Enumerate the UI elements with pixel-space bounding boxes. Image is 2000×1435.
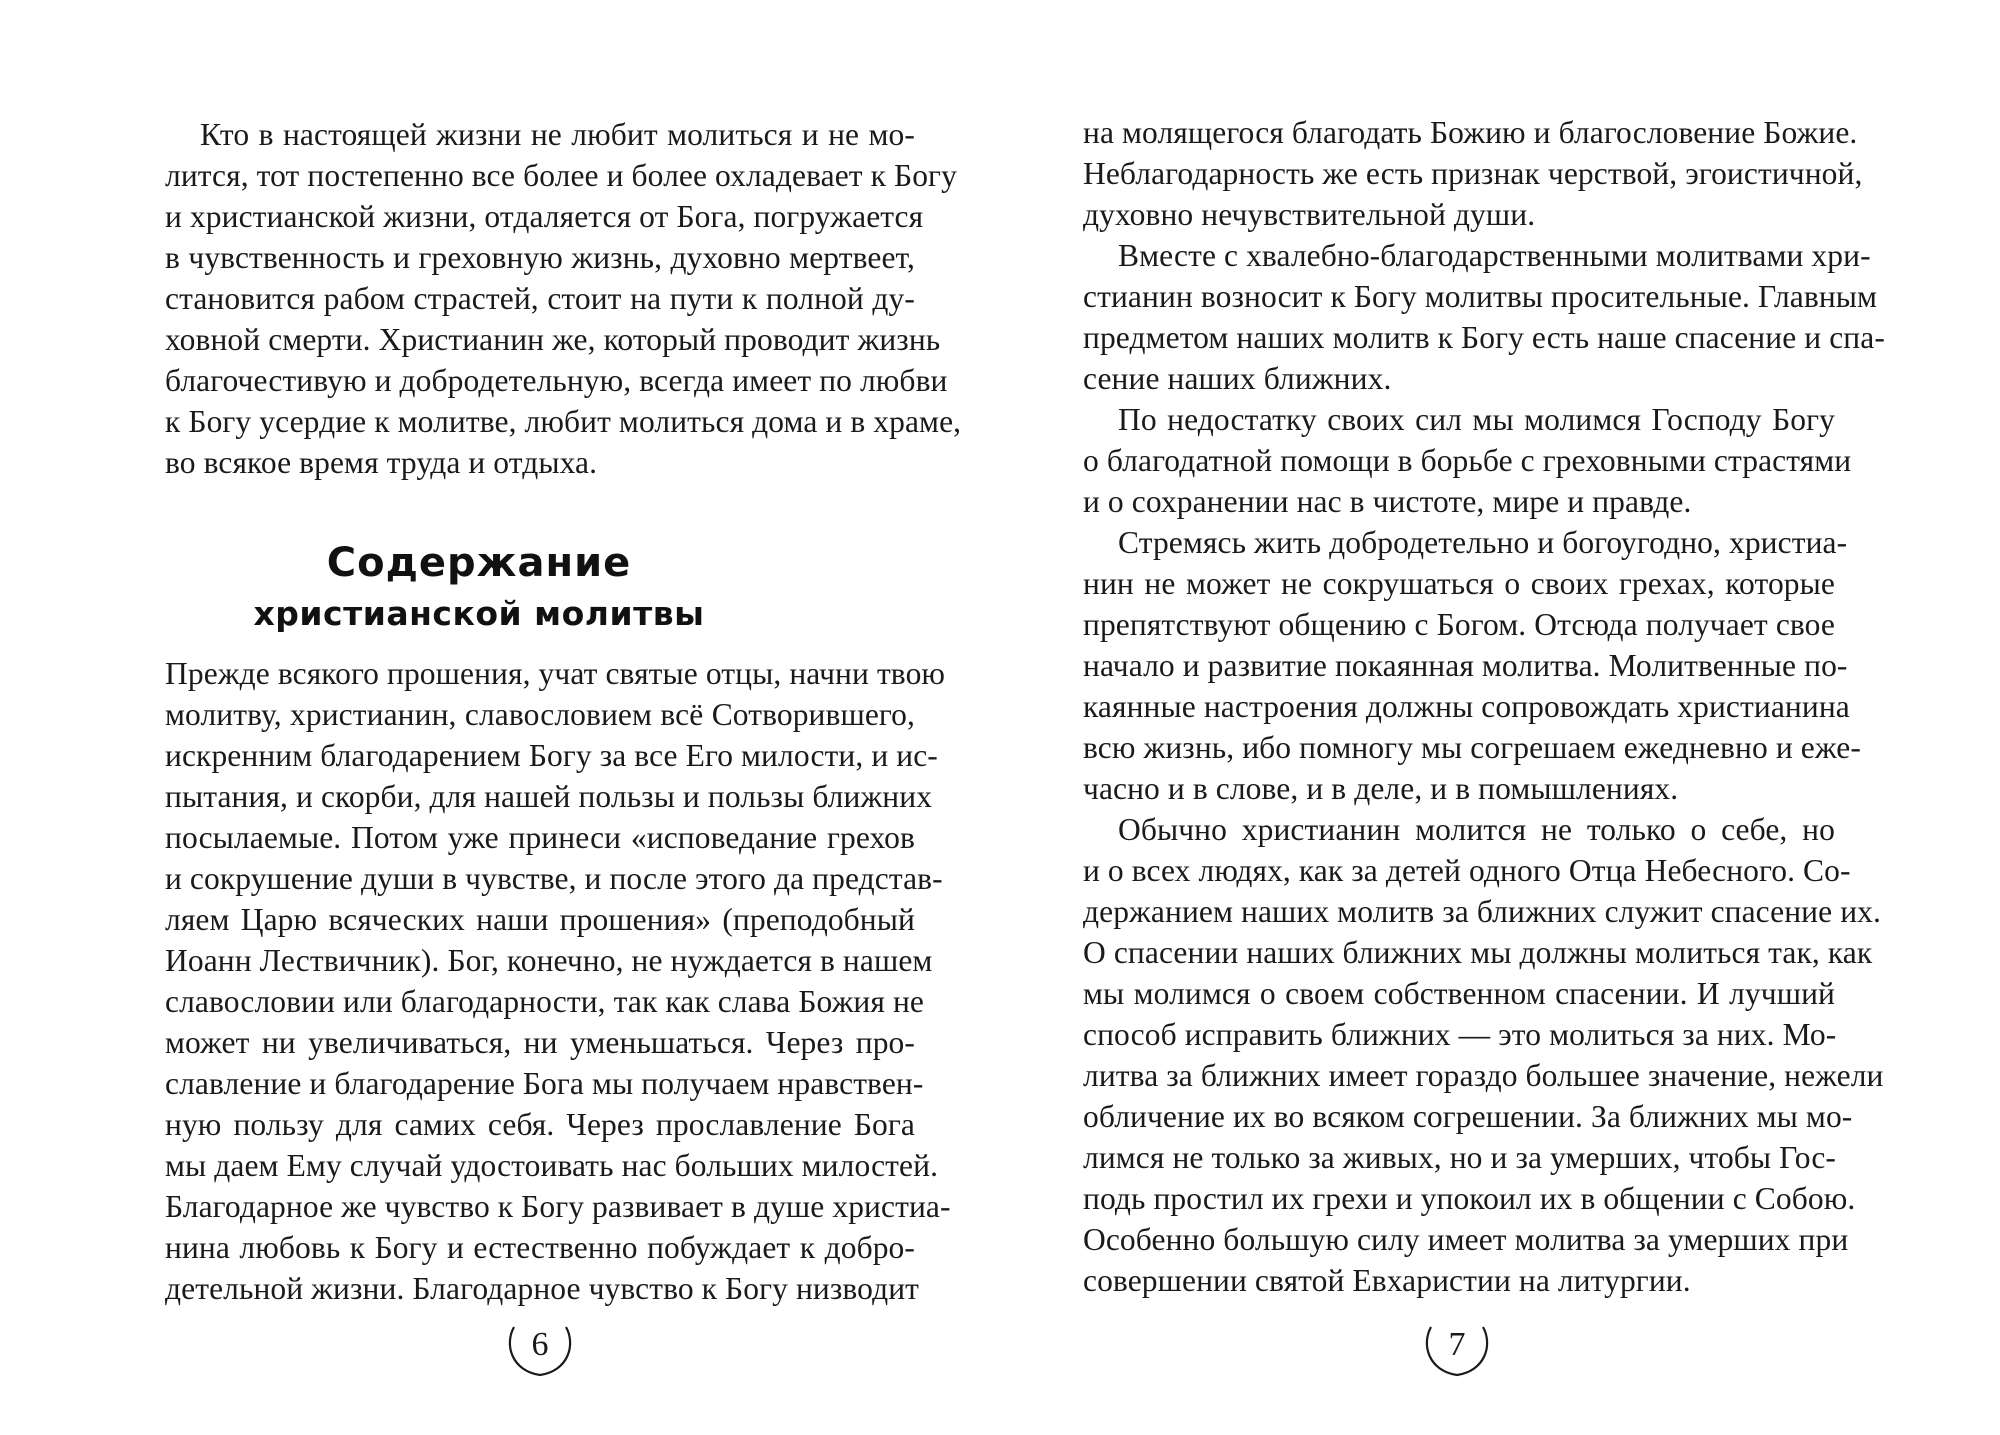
text-line: сение наших ближних. <box>1083 361 1392 396</box>
text-line: лимся не только за живых, но и за умерших, чтобы Гос- <box>1083 1140 1837 1175</box>
text-line: нин не может не сокрушаться о своих грехах, которые <box>1083 566 1835 601</box>
text-line: Прежде всякого прошения, учат святые отцы, начни твою <box>165 656 946 691</box>
text-line: и о всех людях, как за детей одного Отца Небесного. Со- <box>1083 853 1851 888</box>
text-line: держанием наших молитв за ближних служит спасение их. <box>1083 894 1881 929</box>
section-subheading: христианской молитвы <box>253 594 705 633</box>
text-line: подь простил их грехи и упокоил их в общении с Собою. <box>1083 1181 1856 1216</box>
text-line: всю жизнь, ибо помногу мы согрешаем ежедневно и еже- <box>1083 730 1861 765</box>
text-line: По недостатку своих сил мы молимся Господу Богу <box>1118 402 1835 437</box>
right-page <box>1000 0 2000 1435</box>
text-line: Иоанн Лествичник). Бог, конечно, не нуждается в нашем <box>165 943 933 978</box>
text-line: Неблагодарность же есть признак черствой, эгоистичной, <box>1083 156 1863 191</box>
text-line: обличение их во всяком согрешении. За ближних мы мо- <box>1083 1099 1853 1134</box>
text-line: каянные настроения должны сопровождать христианина <box>1083 689 1850 724</box>
text-line: О спасении наших ближних мы должны молиться так, как <box>1083 935 1873 970</box>
text-line: ную пользу для самих себя. Через прославление Бога <box>165 1107 915 1142</box>
text-line: пытания, и скорби, для нашей пользы и пользы ближних <box>165 779 933 814</box>
text-line: ховной смерти. Христианин же, который проводит жизнь <box>165 322 941 357</box>
text-line: литва за ближних имеет гораздо большее значение, нежели <box>1083 1058 1884 1093</box>
section-heading: Содержание <box>326 540 632 586</box>
page-number: 6 <box>531 1326 549 1363</box>
text-line: часно и в слове, и в деле, и в помышлениях. <box>1083 771 1679 806</box>
text-line: духовно нечувствительной души. <box>1083 197 1536 232</box>
text-line: и христианской жизни, отдаляется от Бога, погружается <box>165 199 924 234</box>
text-line: нина любовь к Богу и естественно побуждает к добро- <box>165 1230 915 1265</box>
text-line: и о сохранении нас в чистоте, мире и правде. <box>1083 484 1692 519</box>
text-line: Кто в настоящей жизни не любит молиться и не мо- <box>200 117 915 152</box>
text-line: предметом наших молитв к Богу есть наше спасение и спа- <box>1083 320 1885 355</box>
text-line: начало и развитие покаянная молитва. Молитвенные по- <box>1083 648 1848 683</box>
text-line: и сокрушение души в чувстве, и после этого да представ- <box>165 861 943 896</box>
text-line: к Богу усердие к молитве, любит молиться дома и в храме, <box>165 404 962 439</box>
text-line: славление и благодарение Бога мы получаем нравствен- <box>165 1066 924 1101</box>
page-number: 7 <box>1448 1326 1466 1363</box>
text-line: становится рабом страстей, стоит на пути к полной ду- <box>165 281 915 316</box>
text-line: на молящегося благодать Божию и благословение Божие. <box>1083 115 1858 150</box>
page-number-ornament <box>1417 1305 1497 1385</box>
text-line: ляем Царю всяческих наши прошения» (преподобный <box>165 902 915 937</box>
text-line: лится, тот постепенно все более и более охладевает к Богу <box>165 158 957 193</box>
text-line: стианин возносит к Богу молитвы просительные. Главным <box>1083 279 1878 314</box>
page-number-ornament <box>500 1305 580 1385</box>
text-line: Особенно большую силу имеет молитва за умерших при <box>1083 1222 1849 1257</box>
text-line: искренним благодарением Богу за все Его милости, и ис- <box>165 738 938 773</box>
text-line: мы молимся о своем собственном спасении. И лучший <box>1083 976 1835 1011</box>
text-line: славословии или благодарности, так как слава Божия не <box>165 984 924 1019</box>
text-line: Благодарное же чувство к Богу развивает в душе христиа- <box>165 1189 951 1224</box>
text-line: мы даем Ему случай удостоивать нас больших милостей. <box>165 1148 939 1183</box>
text-line: Обычно христианин молится не только о себе, но <box>1118 812 1835 847</box>
text-line: совершении святой Евхаристии на литургии. <box>1083 1263 1691 1298</box>
text-line: Стремясь жить добродетельно и богоугодно, христиа- <box>1118 525 1848 560</box>
text-line: в чувственность и греховную жизнь, духовно мертвеет, <box>165 240 915 275</box>
text-line: во всякое время труда и отдыха. <box>165 445 598 480</box>
text-line: препятствуют общению с Богом. Отсюда получает свое <box>1083 607 1835 642</box>
text-line: способ исправить ближних — это молиться за них. Мо- <box>1083 1017 1837 1052</box>
text-line: посылаемые. Потом уже принеси «исповедание грехов <box>165 820 915 855</box>
text-line: благочестивую и добродетельную, всегда имеет по любви <box>165 363 948 398</box>
text-line: может ни увеличиваться, ни уменьшаться. Через про- <box>165 1025 915 1060</box>
text-line: Вместе с хвалебно-благодарственными молитвами хри- <box>1118 238 1871 273</box>
text-line: молитву, христианин, славословием всё Сотворившего, <box>165 697 915 732</box>
text-line: о благодатной помощи в борьбе с греховными страстями <box>1083 443 1852 478</box>
text-line: детельной жизни. Благодарное чувство к Богу низводит <box>165 1271 920 1306</box>
